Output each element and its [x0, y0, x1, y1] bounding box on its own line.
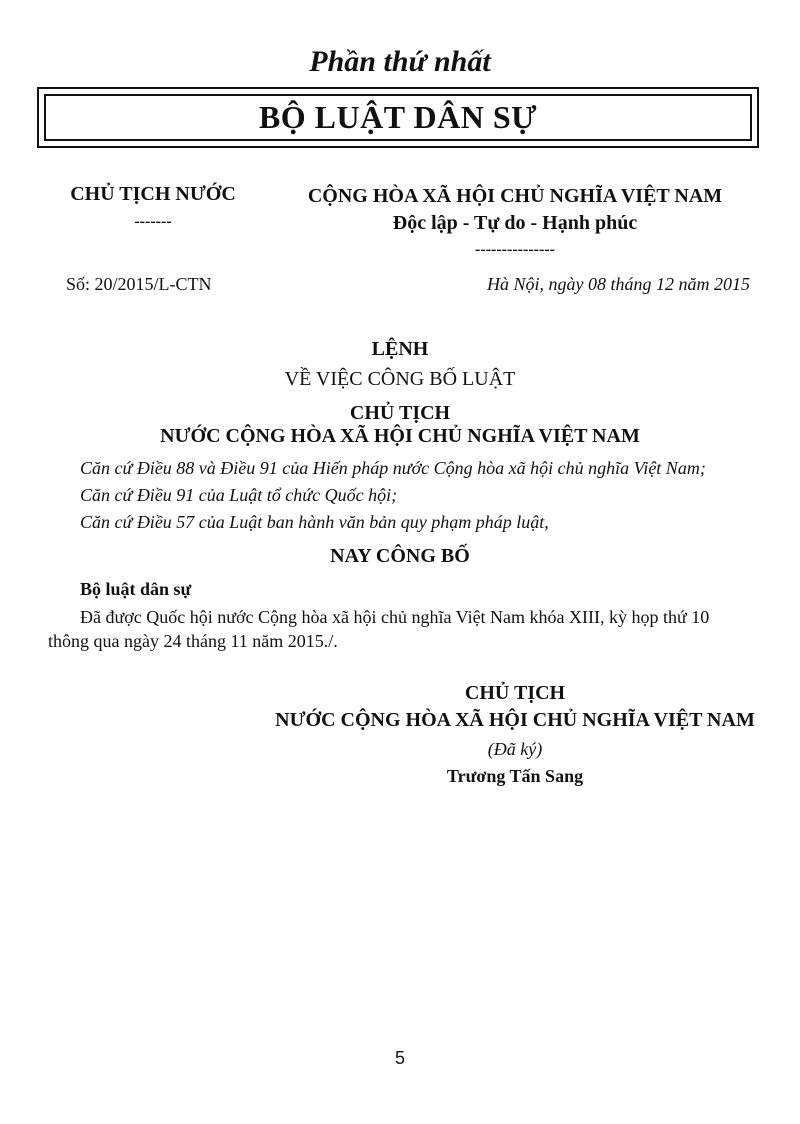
signatory-name: Trương Tấn Sang — [446, 766, 584, 786]
law-title-frame — [37, 87, 759, 148]
issuer-title: CHỦ TỊCH — [349, 402, 451, 424]
national-motto: Độc lập - Tự do - Hạnh phúc — [392, 212, 638, 234]
law-name: Bộ luật dân sự — [80, 579, 192, 599]
country-name: CỘNG HÒA XÃ HỘI CHỦ NGHĨA VIỆT NAM — [307, 185, 723, 207]
page-number: 5 — [394, 1048, 405, 1068]
legal-ground-3: Căn cứ Điều 57 của Luật ban hành văn bản quy phạm pháp luật, — [80, 512, 549, 532]
signed-note: (Đã ký) — [487, 739, 543, 759]
passage-text-line-2: thông qua ngày 24 tháng 11 năm 2015./. — [48, 631, 338, 651]
legal-ground-1: Căn cứ Điều 88 và Điều 91 của Hiến pháp nước Cộng hòa xã hội chủ nghĩa Việt Nam; — [80, 458, 706, 478]
part-title: Phần thứ nhất — [309, 45, 491, 78]
order-title: LỆNH — [371, 338, 429, 360]
issuing-org-dashes: ------- — [134, 213, 172, 230]
order-subtitle: VỀ VIỆC CÔNG BỐ LUẬT — [284, 368, 516, 390]
issuer-country: NƯỚC CỘNG HÒA XÃ HỘI CHỦ NGHĨA VIỆT NAM — [160, 425, 640, 447]
law-title-inner-frame — [44, 94, 752, 141]
place-date: Hà Nội, ngày 08 tháng 12 năm 2015 — [487, 274, 750, 294]
document-number: Số: 20/2015/L-CTN — [66, 274, 212, 294]
motto-dashes: --------------- — [475, 241, 555, 258]
legal-ground-2: Căn cứ Điều 91 của Luật tổ chức Quốc hội; — [80, 485, 398, 505]
passage-text-line-1: Đã được Quốc hội nước Cộng hòa xã hội chủ nghĩa Việt Nam khóa XIII, kỳ họp thứ 10 — [80, 607, 710, 627]
law-title: BỘ LUẬT DÂN SỰ — [258, 99, 538, 135]
signatory-title: CHỦ TỊCH — [464, 682, 566, 704]
announcement: NAY CÔNG BỐ — [330, 545, 470, 567]
issuing-org: CHỦ TỊCH NƯỚC — [70, 183, 236, 205]
signatory-country: NƯỚC CỘNG HÒA XÃ HỘI CHỦ NGHĨA VIỆT NAM — [275, 709, 755, 731]
